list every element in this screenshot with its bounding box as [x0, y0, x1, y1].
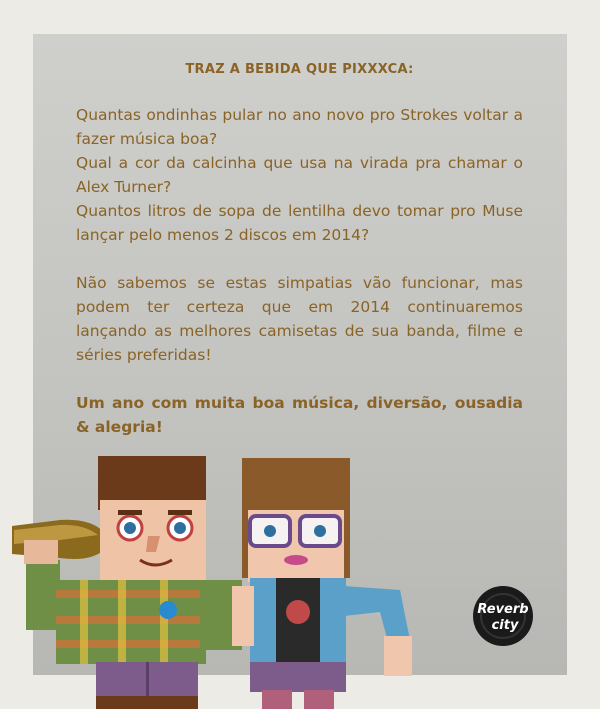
character-boy — [24, 456, 242, 709]
greeting-card-text — [76, 62, 523, 439]
character-girl — [232, 458, 412, 709]
question-alex-turner: Qual a cor da calcinha que usa na virada pra chamar o Alex Turner? — [76, 154, 523, 196]
logo-line-1: Reverb — [477, 602, 529, 617]
question-muse: Quantos litros de sopa de lentilha devo tomar pro Muse lançar pelo menos 2 discos em 2014? — [76, 202, 523, 244]
papercraft-characters — [0, 440, 600, 709]
logo-line-2: city — [491, 618, 519, 633]
questions-paragraph — [76, 103, 523, 247]
card-heading: TRAZ A BEBIDA QUE PIXXXCA: — [185, 62, 414, 77]
message-paragraph: Não sabemos se estas simpatias vão funcionar, mas podem ter certeza que em 2014 continuaremos lançando as melhores camisetas de sua banda, filme e séries preferidas! — [76, 274, 523, 364]
closing-wish: Um ano com muita boa música, diversão, ousadia & alegria! — [76, 394, 523, 436]
question-strokes: Quantas ondinhas pular no ano novo pro Strokes voltar a fazer música boa? — [76, 106, 523, 148]
reverb-city-logo — [472, 585, 534, 647]
